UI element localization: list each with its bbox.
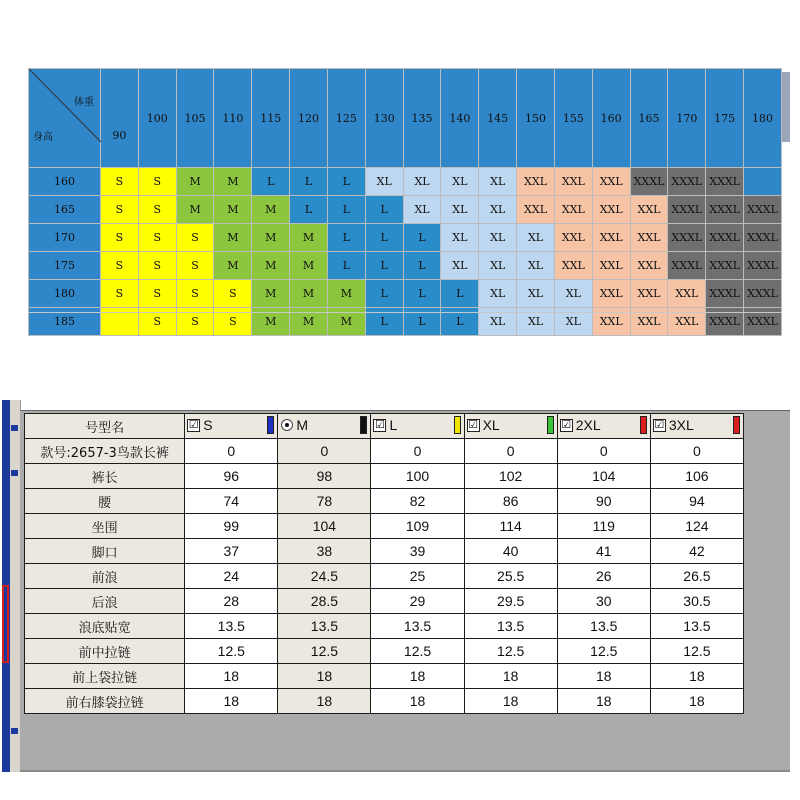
size-chart — [28, 68, 782, 336]
size-cell: XXL — [630, 196, 668, 224]
size-cell: XXXL — [744, 224, 782, 252]
weight-column-header: 100 — [138, 69, 176, 168]
size-cell: XXL — [517, 196, 555, 224]
size-cell: XXXL — [706, 280, 744, 308]
size-cell: XL — [441, 168, 479, 196]
measurement-value[interactable]: 26.5 — [650, 564, 743, 589]
size-color-swatch[interactable] — [267, 416, 274, 434]
size-column-header[interactable] — [278, 414, 371, 439]
measurement-value[interactable]: 18 — [464, 689, 557, 714]
size-cell: S — [176, 224, 214, 252]
size-cell: XXXL — [744, 196, 782, 224]
measurement-value[interactable]: 38 — [278, 539, 371, 564]
size-cell: L — [327, 196, 365, 224]
measurement-value[interactable]: 99 — [185, 514, 278, 539]
size-cell: XXXL — [706, 224, 744, 252]
size-cell: XXL — [592, 280, 630, 308]
size-cell: M — [252, 196, 290, 224]
size-cell: M — [327, 308, 365, 336]
size-cell: XXXL — [706, 168, 744, 196]
size-cell: S — [101, 224, 139, 252]
spec-row — [25, 464, 744, 489]
height-row-label: 180 — [29, 280, 101, 308]
size-column-header[interactable] — [557, 414, 650, 439]
size-cell: XXL — [630, 224, 668, 252]
size-cell: XXL — [554, 224, 592, 252]
size-cell: XXL — [630, 280, 668, 308]
measurement-value[interactable]: 29.5 — [464, 589, 557, 614]
measurement-value[interactable]: 96 — [185, 464, 278, 489]
size-cell: XL — [479, 308, 517, 336]
size-cell: XXXL — [668, 168, 706, 196]
ruler-tick — [11, 470, 18, 476]
size-column-header[interactable] — [371, 414, 464, 439]
measurement-value[interactable]: 12.5 — [650, 639, 743, 664]
measurement-name: 前浪 — [25, 564, 185, 589]
size-column-label: 3XL — [668, 417, 694, 433]
weight-column-header: 145 — [479, 69, 517, 168]
size-cell: XL — [517, 224, 555, 252]
weight-column-header: 155 — [554, 69, 592, 168]
size-cell: XXL — [554, 168, 592, 196]
measurement-value[interactable]: 42 — [650, 539, 743, 564]
measurement-value[interactable]: 114 — [464, 514, 557, 539]
size-cell: S — [138, 224, 176, 252]
measurement-value[interactable]: 100 — [371, 464, 464, 489]
size-cell: XXXL — [706, 252, 744, 280]
size-cell: M — [214, 168, 252, 196]
weight-column-header: 110 — [214, 69, 252, 168]
measurement-value[interactable]: 106 — [650, 464, 743, 489]
size-color-swatch[interactable] — [454, 416, 461, 434]
size-cell: S — [101, 168, 139, 196]
size-cell: XL — [479, 196, 517, 224]
measurement-name: 脚口 — [25, 539, 185, 564]
size-cell: XXL — [592, 224, 630, 252]
weight-column-header: 130 — [365, 69, 403, 168]
size-cell: XXXL — [744, 308, 782, 336]
size-cell: L — [365, 252, 403, 280]
measurement-value[interactable]: 30.5 — [650, 589, 743, 614]
height-axis-label: 身高 — [33, 132, 53, 143]
size-cell: XXXL — [706, 196, 744, 224]
measurement-name: 腰 — [25, 489, 185, 514]
size-cell: XXL — [630, 308, 668, 336]
size-column-label: XL — [482, 417, 500, 433]
measurement-value[interactable]: 12.5 — [557, 639, 650, 664]
size-cell: L — [290, 196, 328, 224]
size-cell: XL — [517, 252, 555, 280]
size-cell: S — [101, 252, 139, 280]
measurement-name: 前右膝袋拉链 — [25, 689, 185, 714]
size-cell: XXL — [630, 252, 668, 280]
size-cell: XL — [554, 308, 592, 336]
measurement-value[interactable]: 24 — [185, 564, 278, 589]
size-color-swatch[interactable] — [547, 416, 554, 434]
height-row — [29, 280, 782, 308]
weight-column-header: 135 — [403, 69, 441, 168]
size-cell: L — [403, 308, 441, 336]
measurement-value[interactable]: 18 — [185, 689, 278, 714]
size-color-swatch[interactable] — [733, 416, 740, 434]
chart-corner-header — [29, 69, 101, 168]
size-cell: S — [176, 280, 214, 308]
weight-column-header: 180 — [744, 69, 782, 168]
measurement-value[interactable]: 13.5 — [464, 614, 557, 639]
size-cell: L — [290, 168, 328, 196]
height-row — [29, 196, 782, 224]
size-cell: S — [138, 280, 176, 308]
size-cell: XXL — [668, 280, 706, 308]
measurement-name: 款号:2657-3鸟款长裤 — [25, 439, 185, 464]
size-cell: XXXL — [706, 308, 744, 336]
size-cell: L — [441, 280, 479, 308]
size-checkbox[interactable]: ☑ — [654, 419, 665, 431]
measurement-value[interactable]: 0 — [278, 439, 371, 464]
size-cell: L — [365, 196, 403, 224]
measurement-value[interactable]: 18 — [278, 664, 371, 689]
measurement-value[interactable]: 18 — [650, 689, 743, 714]
height-row-label: 160 — [29, 168, 101, 196]
measurement-value[interactable]: 40 — [464, 539, 557, 564]
measurement-value[interactable]: 12.5 — [464, 639, 557, 664]
size-cell: M — [290, 280, 328, 308]
size-cell: M — [290, 224, 328, 252]
measurement-name: 坐围 — [25, 514, 185, 539]
measurement-value[interactable]: 25.5 — [464, 564, 557, 589]
sheet-scroll-edge — [782, 72, 790, 142]
size-column-header[interactable] — [650, 414, 743, 439]
size-cell: XXL — [554, 196, 592, 224]
size-cell: L — [327, 224, 365, 252]
size-checkbox[interactable]: ☑ — [468, 419, 479, 431]
size-cell: S — [176, 252, 214, 280]
size-cell: XL — [517, 308, 555, 336]
size-color-swatch[interactable] — [640, 416, 647, 434]
measurement-value[interactable]: 104 — [278, 514, 371, 539]
height-row-label: 170 — [29, 224, 101, 252]
size-cell: L — [365, 224, 403, 252]
size-cell: M — [252, 252, 290, 280]
measurement-value[interactable]: 18 — [557, 689, 650, 714]
size-cell: L — [365, 280, 403, 308]
measurement-name: 前上袋拉链 — [25, 664, 185, 689]
measurement-value[interactable]: 37 — [185, 539, 278, 564]
weight-column-header: 165 — [630, 69, 668, 168]
size-cell: M — [252, 308, 290, 336]
measurement-value[interactable]: 0 — [557, 439, 650, 464]
size-cell: S — [138, 308, 176, 336]
size-cell: XL — [441, 252, 479, 280]
measurement-value[interactable]: 94 — [650, 489, 743, 514]
measurement-value[interactable]: 78 — [278, 489, 371, 514]
measurement-value[interactable]: 102 — [464, 464, 557, 489]
measurement-value[interactable]: 18 — [650, 664, 743, 689]
size-cell: XXL — [592, 252, 630, 280]
size-column-label: S — [203, 417, 213, 433]
measurement-value[interactable]: 18 — [278, 689, 371, 714]
height-row — [29, 168, 782, 196]
measurement-value[interactable]: 18 — [371, 689, 464, 714]
spec-row — [25, 564, 744, 589]
size-cell: L — [327, 252, 365, 280]
spec-row — [25, 489, 744, 514]
size-cell: XL — [365, 168, 403, 196]
measurement-name: 后浪 — [25, 589, 185, 614]
measurement-value[interactable]: 119 — [557, 514, 650, 539]
weight-column-header: 90 — [101, 69, 139, 168]
size-cell: XXL — [554, 252, 592, 280]
height-row-label: 165 — [29, 196, 101, 224]
size-cell: L — [365, 308, 403, 336]
spec-row — [25, 614, 744, 639]
size-cell: XXXL — [668, 224, 706, 252]
spec-row — [25, 514, 744, 539]
size-cell: XL — [479, 168, 517, 196]
measurement-value[interactable]: 28.5 — [278, 589, 371, 614]
measurement-value[interactable]: 86 — [464, 489, 557, 514]
height-row-label: 175 — [29, 252, 101, 280]
weight-column-header: 175 — [706, 69, 744, 168]
measurement-name: 前中拉链 — [25, 639, 185, 664]
size-cell: XL — [517, 280, 555, 308]
measurement-value[interactable]: 13.5 — [278, 614, 371, 639]
measurement-value[interactable]: 104 — [557, 464, 650, 489]
measurement-value[interactable]: 13.5 — [371, 614, 464, 639]
size-cell: XXL — [668, 308, 706, 336]
measurement-value[interactable]: 25 — [371, 564, 464, 589]
measurement-value[interactable]: 29 — [371, 589, 464, 614]
measurement-name: 裤长 — [25, 464, 185, 489]
size-cell: XXL — [592, 168, 630, 196]
size-cell: XXXL — [744, 252, 782, 280]
spec-table — [24, 413, 744, 714]
size-cell: XL — [441, 196, 479, 224]
size-cell: M — [214, 252, 252, 280]
size-radio[interactable] — [281, 419, 293, 431]
measurement-value[interactable]: 0 — [185, 439, 278, 464]
size-cell: M — [214, 196, 252, 224]
size-cell: M — [290, 252, 328, 280]
measurement-value[interactable]: 18 — [371, 664, 464, 689]
spec-header-row — [25, 414, 744, 439]
measurement-value[interactable]: 18 — [557, 664, 650, 689]
size-cell: S — [214, 280, 252, 308]
size-cell: M — [176, 168, 214, 196]
size-cell: S — [101, 280, 139, 308]
height-row — [29, 252, 782, 280]
measurement-value[interactable]: 0 — [650, 439, 743, 464]
spec-row — [25, 539, 744, 564]
size-column-header[interactable] — [464, 414, 557, 439]
size-cell: S — [138, 196, 176, 224]
window-left-marker — [2, 585, 9, 663]
measurement-value[interactable]: 41 — [557, 539, 650, 564]
size-cell: M — [252, 280, 290, 308]
size-cell: XXXL — [744, 280, 782, 308]
weight-column-header: 140 — [441, 69, 479, 168]
measurement-value[interactable]: 109 — [371, 514, 464, 539]
size-checkbox[interactable]: ☑ — [561, 419, 572, 431]
measurement-value[interactable]: 18 — [464, 664, 557, 689]
measurement-value[interactable]: 12.5 — [278, 639, 371, 664]
size-cell: S — [138, 168, 176, 196]
weight-column-header: 170 — [668, 69, 706, 168]
measurement-value[interactable]: 12.5 — [371, 639, 464, 664]
size-cell: XL — [554, 280, 592, 308]
size-name-header: 号型名 — [25, 414, 185, 439]
size-cell: L — [403, 224, 441, 252]
size-checkbox[interactable]: ☑ — [188, 419, 199, 431]
size-cell: L — [252, 168, 290, 196]
size-cell: M — [176, 196, 214, 224]
size-cell: XL — [479, 224, 517, 252]
size-cell: M — [327, 280, 365, 308]
canvas-bottom-border — [20, 770, 790, 772]
weight-column-header: 105 — [176, 69, 214, 168]
size-cell: S — [176, 308, 214, 336]
measurement-value[interactable]: 30 — [557, 589, 650, 614]
size-cell: XL — [479, 252, 517, 280]
size-cell: L — [441, 308, 479, 336]
weight-column-header: 115 — [252, 69, 290, 168]
measurement-value[interactable]: 13.5 — [557, 614, 650, 639]
size-cell: S — [214, 308, 252, 336]
spec-row — [25, 589, 744, 614]
size-cell: M — [252, 224, 290, 252]
size-column-label: M — [296, 417, 309, 433]
size-cell: M — [290, 308, 328, 336]
size-cell: XXXL — [630, 168, 668, 196]
measurement-value[interactable]: 82 — [371, 489, 464, 514]
spec-row — [25, 689, 744, 714]
measurement-value[interactable]: 0 — [371, 439, 464, 464]
measurement-value[interactable]: 18 — [185, 664, 278, 689]
size-cell: XL — [441, 224, 479, 252]
measurement-value[interactable]: 28 — [185, 589, 278, 614]
measurement-value[interactable]: 24.5 — [278, 564, 371, 589]
measurement-value[interactable]: 124 — [650, 514, 743, 539]
spec-row — [25, 639, 744, 664]
size-column-header[interactable] — [185, 414, 278, 439]
size-cell: L — [403, 252, 441, 280]
size-cell: S — [138, 252, 176, 280]
weight-axis-label: 体重 — [74, 97, 94, 108]
size-cell: L — [403, 280, 441, 308]
measurement-value[interactable]: 39 — [371, 539, 464, 564]
spec-row — [25, 439, 744, 464]
weight-column-header: 150 — [517, 69, 555, 168]
chart-bottom-border — [28, 312, 782, 313]
measurement-value[interactable]: 90 — [557, 489, 650, 514]
height-row — [29, 224, 782, 252]
size-cell: XL — [403, 168, 441, 196]
size-cell: XXL — [592, 196, 630, 224]
measurement-value[interactable]: 26 — [557, 564, 650, 589]
ruler-tick — [11, 728, 18, 734]
size-cell: XL — [479, 280, 517, 308]
spec-row — [25, 664, 744, 689]
size-cell: L — [327, 168, 365, 196]
size-cell — [744, 168, 782, 196]
weight-column-header: 120 — [290, 69, 328, 168]
height-row-label: 185 — [29, 308, 101, 336]
size-color-swatch[interactable] — [360, 416, 367, 434]
measurement-value[interactable]: 0 — [464, 439, 557, 464]
measurement-value[interactable]: 98 — [278, 464, 371, 489]
measurement-value[interactable]: 13.5 — [650, 614, 743, 639]
size-cell: XL — [403, 196, 441, 224]
weight-column-header: 160 — [592, 69, 630, 168]
size-cell: XXL — [592, 308, 630, 336]
measurement-name: 浪底贴宽 — [25, 614, 185, 639]
measurement-value[interactable]: 74 — [185, 489, 278, 514]
weight-column-header: 125 — [327, 69, 365, 168]
ruler-tick — [11, 425, 18, 431]
size-cell: XXXL — [668, 252, 706, 280]
size-cell: XXXL — [668, 196, 706, 224]
size-column-label: L — [389, 417, 398, 433]
measurement-value[interactable]: 13.5 — [185, 614, 278, 639]
size-checkbox[interactable]: ☑ — [375, 419, 385, 431]
size-cell: M — [214, 224, 252, 252]
size-cell: XXL — [517, 168, 555, 196]
measurement-value[interactable]: 12.5 — [185, 639, 278, 664]
size-cell: S — [101, 196, 139, 224]
size-column-label: 2XL — [575, 417, 601, 433]
